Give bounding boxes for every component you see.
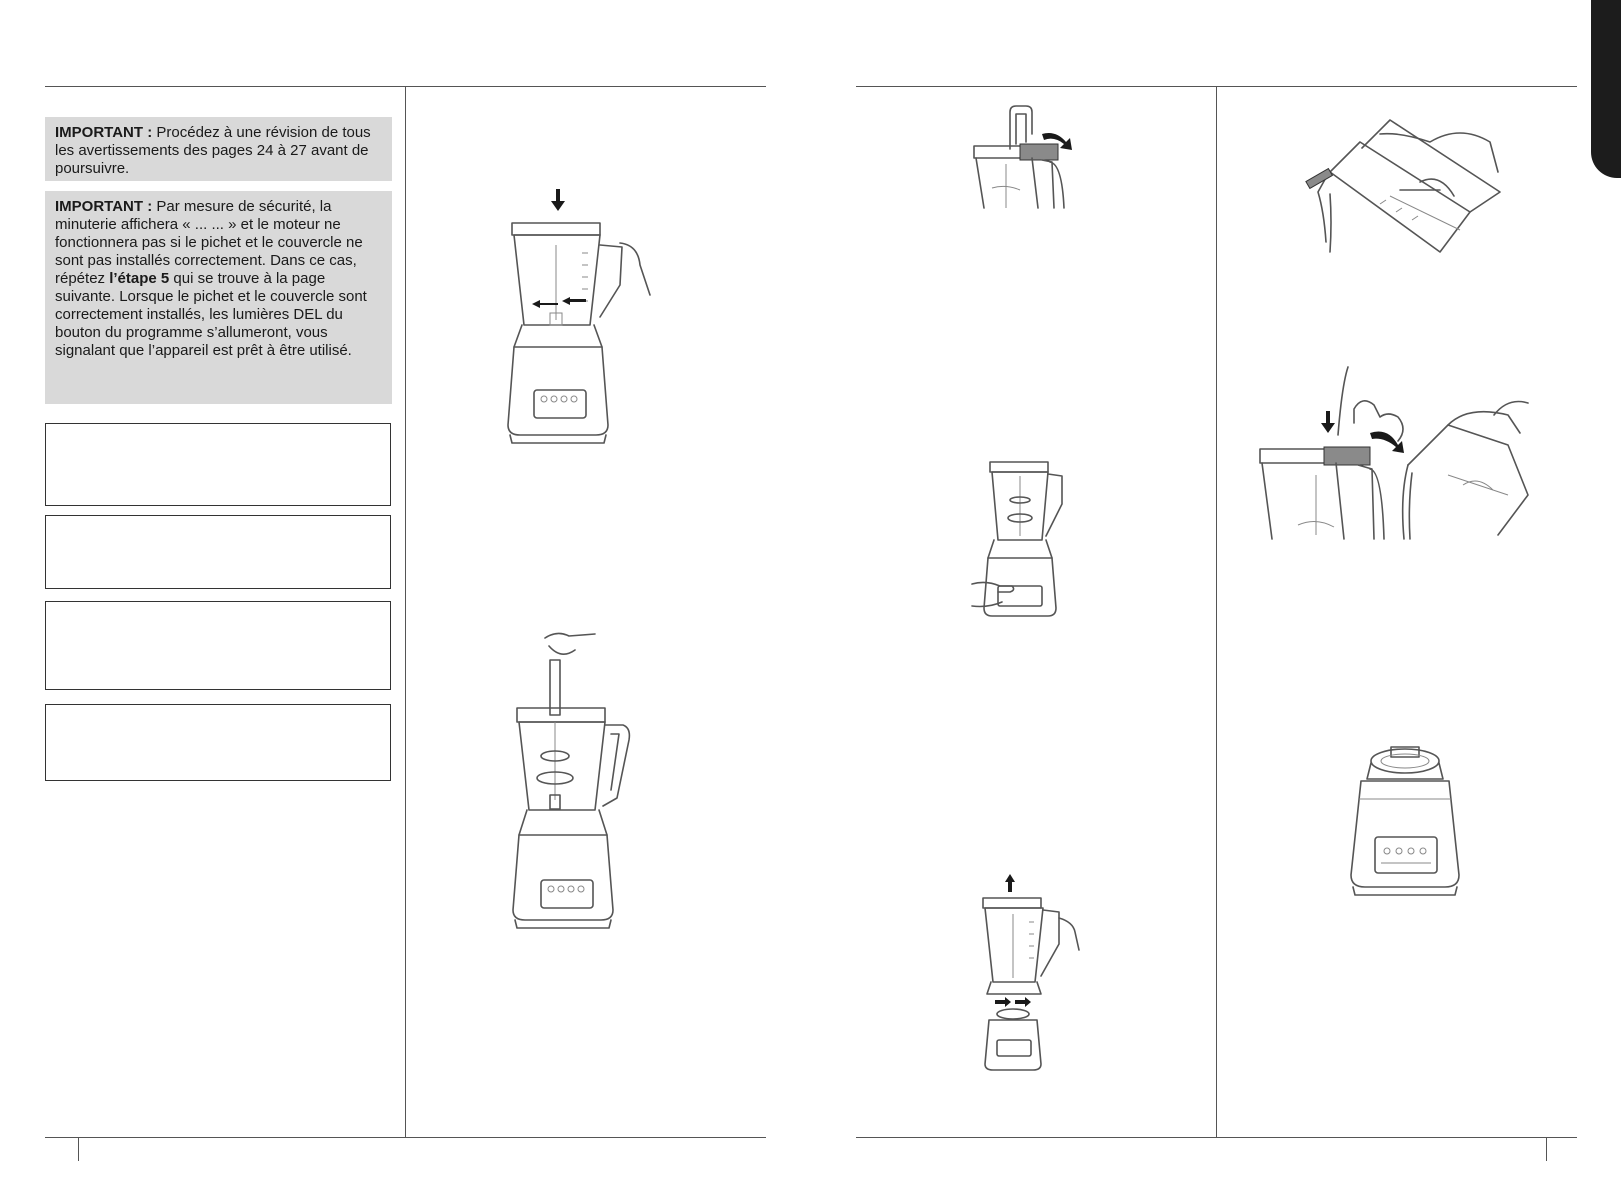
important-label: IMPORTANT : — [55, 124, 153, 141]
important-note-safety — [45, 191, 392, 404]
page-number-tick-left — [78, 1137, 79, 1161]
pitcher-lift-off-illustration — [975, 870, 1080, 1075]
important-note-text: Par mesure de sécurité, la minuterie affichera « ... ... » et le moteur ne fonctionnera pas si le pichet et le couvercle ne sont pas installés correctement. Dans ce cas, répétez — [55, 198, 363, 287]
step-reference: l’étape 5 — [109, 270, 170, 287]
page-number-tick-right — [1546, 1137, 1547, 1161]
power-button-press-illustration — [970, 458, 1075, 623]
pour-pitcher-illustration — [1320, 112, 1510, 282]
empty-note-box-1 — [45, 423, 391, 506]
important-note-warnings — [45, 117, 392, 181]
blender-pitcher-install-illustration — [500, 185, 660, 455]
empty-note-box-4 — [45, 704, 391, 781]
section-tab — [1591, 0, 1621, 178]
empty-note-box-2 — [45, 515, 391, 589]
pour-spout-open-illustration — [1258, 365, 1558, 545]
column-divider-1 — [405, 86, 406, 1138]
important-note-text: qui se trouve à la page suivante. Lorsque le pichet et le couvercle sont correctement installés, les lumières DEL du bouton du programme s’allumeront, vous signalant que l’appareil est prêt à être utilisé. — [55, 270, 367, 359]
lid-handle-lock-illustration — [972, 104, 1087, 214]
important-label: IMPORTANT : — [55, 198, 153, 215]
empty-note-box-3 — [45, 601, 391, 690]
important-note-text: Procédez à une révision de tous les avertissements des pages 24 à 27 avant de poursuivre. — [55, 124, 371, 177]
blade-assembly-insert-illustration — [505, 630, 640, 930]
motor-base-illustration — [1345, 745, 1465, 900]
column-divider-2 — [1216, 86, 1217, 1138]
